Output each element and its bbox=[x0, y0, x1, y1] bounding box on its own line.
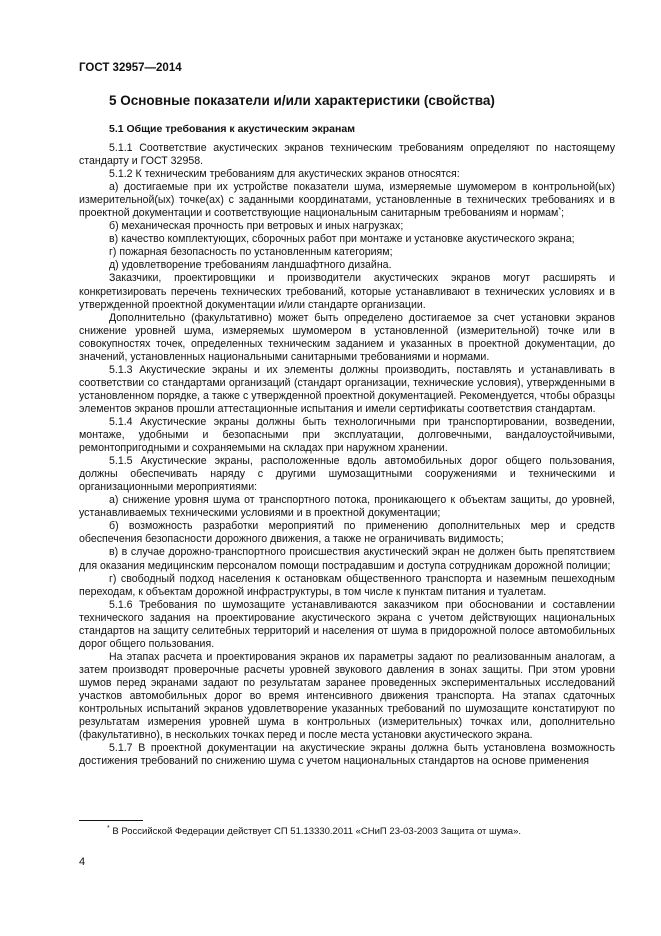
list-item-g-access: г) свободный подход населения к остановкам общественного транспорта и наземным пешеходным переходам, к объектам дорожной инфраструктуры, в том числе к пунктам питания и туалетам. bbox=[79, 572, 615, 598]
section-title: 5 Основные показатели и/или характеристики (свойства) bbox=[109, 93, 495, 108]
list-item-g-fire: г) пожарная безопасность по установленным категориям; bbox=[109, 246, 393, 259]
paragraph-5-1-1: 5.1.1 Соответствие акустических экранов техническим требованиям определяют по настоящему стандарту и ГОСТ 32958. bbox=[79, 142, 615, 168]
list-item-b-strength: б) механическая прочность при ветровых и иных нагрузках; bbox=[109, 220, 404, 233]
page-number: 4 bbox=[79, 856, 86, 868]
paragraph-5-1-2: 5.1.2 К техническим требованиям для акустических экранов относятся: bbox=[109, 168, 460, 181]
paragraph-5-1-7: 5.1.7 В проектной документации на акустические экраны должна быть установлена возможность достижения требований по снижению шума с учетом национальных стандартов на основе применения bbox=[79, 742, 615, 768]
body-text bbox=[79, 138, 615, 768]
list-item-d-landscape: д) удовлетворение требованиям ландшафтного дизайна. bbox=[109, 259, 392, 272]
footnote bbox=[107, 826, 521, 837]
list-item-a-tail: ; bbox=[561, 207, 565, 220]
list-item-v-quality: в) качество комплектующих, сборочных работ при монтаже и установке акустического экрана; bbox=[109, 233, 575, 246]
footnote-text: В Российской Федерации действует СП 51.13330.2011 «СНиП 23-03-2003 Защита от шума». bbox=[109, 826, 522, 837]
footnote-divider bbox=[79, 820, 143, 821]
paragraph-5-1-4: 5.1.4 Акустические экраны должны быть технологичными при транспортировании, возведении, монтаже, удобными и безопасными при эксплуатации, долговечными, вандалоустойчивыми, ремонтопригодными и сохраняемыми на складах при наружном хранении. bbox=[79, 415, 615, 455]
paragraph-calculation: На этапах расчета и проектирования экранов их параметры задают по реализованным аналогам, а затем производят проверочные расчеты уровней звукового давления в зонах защиты. При этом уровни шумов перед экранами задают по результатам заранее проведенных экспериментальных исследований участков автомобильных дорог во время интенсивного движения транспорта. На этапах сдаточных контрольных испытаний экранов удовлетворение указанных требований по шумозащите констатируют по результатам измерения уровней шума в контрольных (измерительных) точках или, дополнительно (факультативно), в нескольких точках перед и после места установки акустического экрана. bbox=[79, 650, 615, 742]
list-item-a-text: а) достигаемые при их устройстве показатели шума, измеряемые шумомером в контрольной(ых) измерительной(ых) точке(ах) с заданными координатами, установленные в технических требованиях и в проектной документации и соответствующие национальным санитарным требованиям и нормам bbox=[79, 181, 615, 220]
list-item-a-noise bbox=[79, 181, 615, 220]
paragraph-optional: Дополнительно (факультативно) может быть определено достигаемое за счет установки экранов снижение уровней шума, измеряемых шумомером в установленной (измерительной) точке или в совокупностях точек, определенных техническим заданием и указанных в проектной документации, до значений, установленных национальными санитарными требованиями и нормами. bbox=[79, 311, 615, 363]
list-item-v-accident: в) в случае дорожно-транспортного происшествия акустический экран не должен быть препятствием для оказания медицинским персоналом помощи пострадавшим и доступа сотрудникам дорожной полиции; bbox=[79, 546, 615, 572]
paragraph-5-1-5: 5.1.5 Акустические экраны, расположенные вдоль автомобильных дорог общего пользования, должны обеспечивать наряду с другими шумозащитными сооружениями и техническими и организационными мероприятиями: bbox=[79, 455, 615, 494]
paragraph-5-1-3: 5.1.3 Акустические экраны и их элементы должны производить, поставлять и устанавливать в соответствии со стандартами организаций (стандарт организации, технические условия), утвержденными в установленном порядке, а также с утвержденной проектной документацией. Рекомендуется, чтобы образцы элементов экранов прошли аттестационные испытания и имели сертификаты соответствия стандартам. bbox=[79, 363, 615, 415]
footnote-mark: * bbox=[107, 825, 110, 832]
paragraph-customers: Заказчики, проектировщики и производители акустических экранов могут расширять и конкретизировать перечень технических требований, которые устанавливают в технических условиях и в утвержденной проектной документации и/или стандарте организации. bbox=[79, 272, 615, 311]
paragraph-5-1-6: 5.1.6 Требования по шумозащите устанавливаются заказчиком при обосновании и составлении технического задания на проектирование акустического экрана с учетом действующих национальных стандартов на защиту селитебных территорий и населения от шума в придорожной полосе автомобильных дорог общего пользования. bbox=[79, 598, 615, 650]
list-item-a-reduction: а) снижение уровня шума от транспортного потока, проникающего к объектам защиты, до уровней, устанавливаемых техническими условиями и в проектной документации; bbox=[79, 494, 615, 520]
list-item-b-safety: б) возможность разработки мероприятий по применению дополнительных мер и средств обеспечения безопасности дорожного движения, а также не ограничивать видимость; bbox=[79, 520, 615, 546]
subsection-title: 5.1 Общие требования к акустическим экранам bbox=[109, 123, 355, 135]
footnote-reference: * bbox=[558, 207, 562, 215]
document-code-header: ГОСТ 32957—2014 bbox=[79, 62, 182, 74]
